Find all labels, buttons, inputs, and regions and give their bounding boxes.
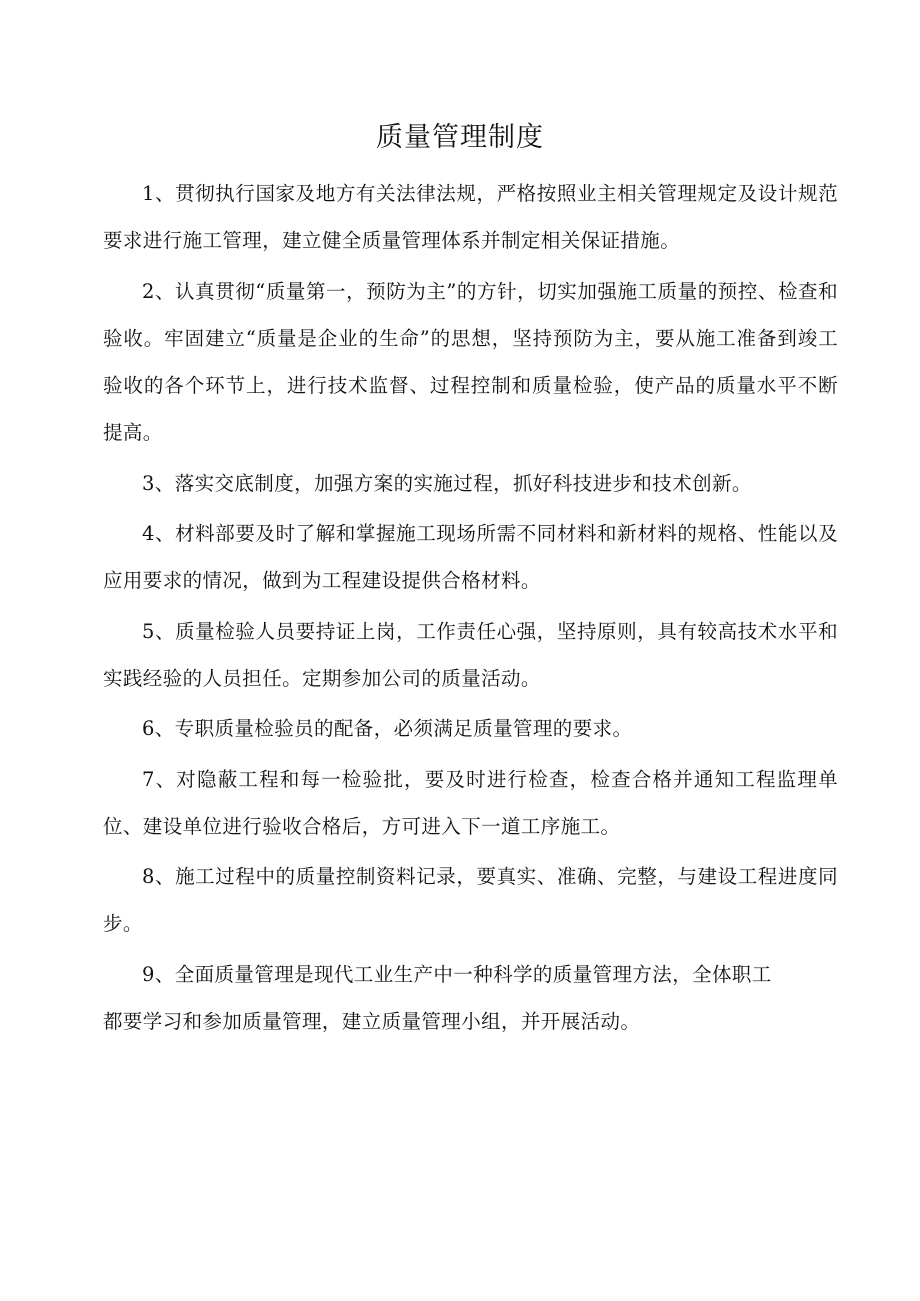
paragraph-9-continuation: 都要学习和参加质量管理，建立质量管理小组，并开展活动。	[103, 1010, 641, 1034]
paragraph-5: 5、质量检验人员要持证上岗，工作责任心强，坚持原则，具有较高技术水平和实践经验的人员担任。定期参加公司的质量活动。	[103, 619, 838, 690]
paragraph-3: 3、落实交底制度，加强方案的实施过程，抓好科技进步和技术创新。	[142, 471, 752, 495]
paragraph-1: 1、贯彻执行国家及地方有关法律法规，严格按照业主相关管理规定及设计规范要求进行施工管理，建立健全质量管理体系并制定相关保证措施。	[103, 182, 838, 253]
paragraph-4: 4、材料部要及时了解和掌握施工现场所需不同材料和新材料的规格、性能以及应用要求的情况，做到为工程建设提供合格材料。	[103, 522, 838, 593]
paragraph-7: 7、对隐蔽工程和每一检验批，要及时进行检查，检查合格并通知工程监理单位、建设单位进行验收合格后，方可进入下一道工序施工。	[103, 767, 838, 838]
document-body	[103, 170, 838, 1045]
paragraph-8: 8、施工过程中的质量控制资料记录，要真实、准确、完整，与建设工程进度同步。	[103, 865, 838, 936]
paragraph-9: 9、全面质量管理是现代工业生产中一种科学的质量管理方法，全体职工	[142, 962, 772, 986]
document-title: 质量管理制度	[376, 122, 544, 153]
paragraph-2: 2、认真贯彻“质量第一，预防为主”的方针，切实加强施工质量的预控、检查和验收。牢固建立“质量是企业的生命”的思想，坚持预防为主，要从施工准备到竣工验收的各个环节上，进行技术监督、过程控制和质量检验，使产品的质量水平不断提高。	[103, 279, 838, 445]
paragraph-6: 6、专职质量检验员的配备，必须满足质量管理的要求。	[142, 717, 633, 741]
